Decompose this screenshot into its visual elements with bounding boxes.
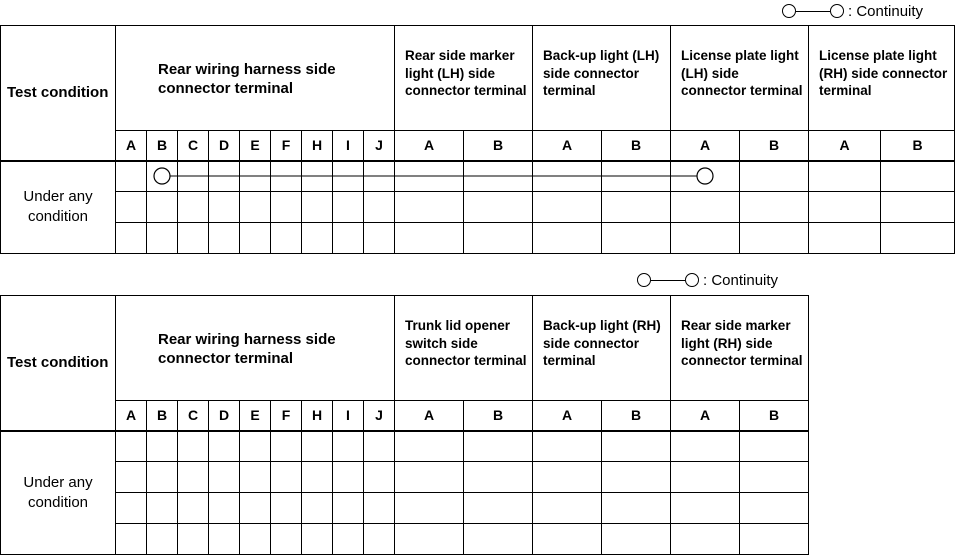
pin-label: B	[464, 131, 533, 161]
terminal-circle-icon	[782, 4, 796, 18]
pin-label: B	[147, 131, 178, 161]
condition-cell: Under any condition	[1, 161, 116, 254]
pin-label: A	[116, 131, 147, 161]
group-header: Rear side marker light (RH) side connector terminal	[671, 296, 809, 401]
terminal-circle-icon	[637, 273, 651, 287]
pin-label: A	[671, 131, 740, 161]
pin-label: A	[533, 401, 602, 431]
pin-label: E	[240, 401, 271, 431]
pin-label: E	[240, 131, 271, 161]
pin-label: C	[178, 131, 209, 161]
pin-label: F	[271, 131, 302, 161]
pin-label: J	[364, 401, 395, 431]
group-header: License plate light (RH) side connector terminal	[809, 26, 955, 131]
group-header: Rear side marker light (LH) side connector terminal	[395, 26, 533, 131]
connection-line-icon	[651, 280, 685, 281]
pin-label: I	[333, 131, 364, 161]
continuity-legend-2	[637, 269, 778, 291]
pin-label: B	[881, 131, 955, 161]
group-header: License plate light (LH) side connector terminal	[671, 26, 809, 131]
test-condition-header: Test condition	[1, 296, 116, 431]
group-header: Trunk lid opener switch side connector terminal	[395, 296, 533, 401]
pin-label: A	[116, 401, 147, 431]
rear-harness-header: Rear wiring harness side connector terminal	[116, 296, 395, 401]
group-header: Back-up light (LH) side connector terminal	[533, 26, 671, 131]
rear-harness-header: Rear wiring harness side connector terminal	[116, 26, 395, 131]
pin-label: H	[302, 401, 333, 431]
pin-label: B	[602, 131, 671, 161]
legend-label: : Continuity	[703, 271, 779, 289]
pin-label: D	[209, 131, 240, 161]
group-header: Back-up light (RH) side connector terminal	[533, 296, 671, 401]
pin-label: H	[302, 131, 333, 161]
pin-label: B	[464, 401, 533, 431]
terminal-circle-icon	[830, 4, 844, 18]
connection-line-icon	[796, 11, 830, 12]
pin-label: B	[602, 401, 671, 431]
pin-label: A	[395, 401, 464, 431]
pin-label: B	[740, 401, 809, 431]
pin-label: A	[395, 131, 464, 161]
pin-label: F	[271, 401, 302, 431]
pin-label: A	[671, 401, 740, 431]
test-condition-header: Test condition	[1, 26, 116, 161]
continuity-table-2	[0, 295, 809, 555]
legend-label: : Continuity	[848, 2, 924, 20]
pin-label: I	[333, 401, 364, 431]
pin-label: A	[533, 131, 602, 161]
terminal-circle-icon	[685, 273, 699, 287]
condition-cell: Under any condition	[1, 431, 116, 555]
pin-label: A	[809, 131, 881, 161]
pin-label: B	[147, 401, 178, 431]
pin-label: C	[178, 401, 209, 431]
continuity-table-1	[0, 25, 955, 254]
pin-label: B	[740, 131, 809, 161]
pin-label: D	[209, 401, 240, 431]
continuity-legend-1	[782, 0, 923, 22]
pin-label: J	[364, 131, 395, 161]
